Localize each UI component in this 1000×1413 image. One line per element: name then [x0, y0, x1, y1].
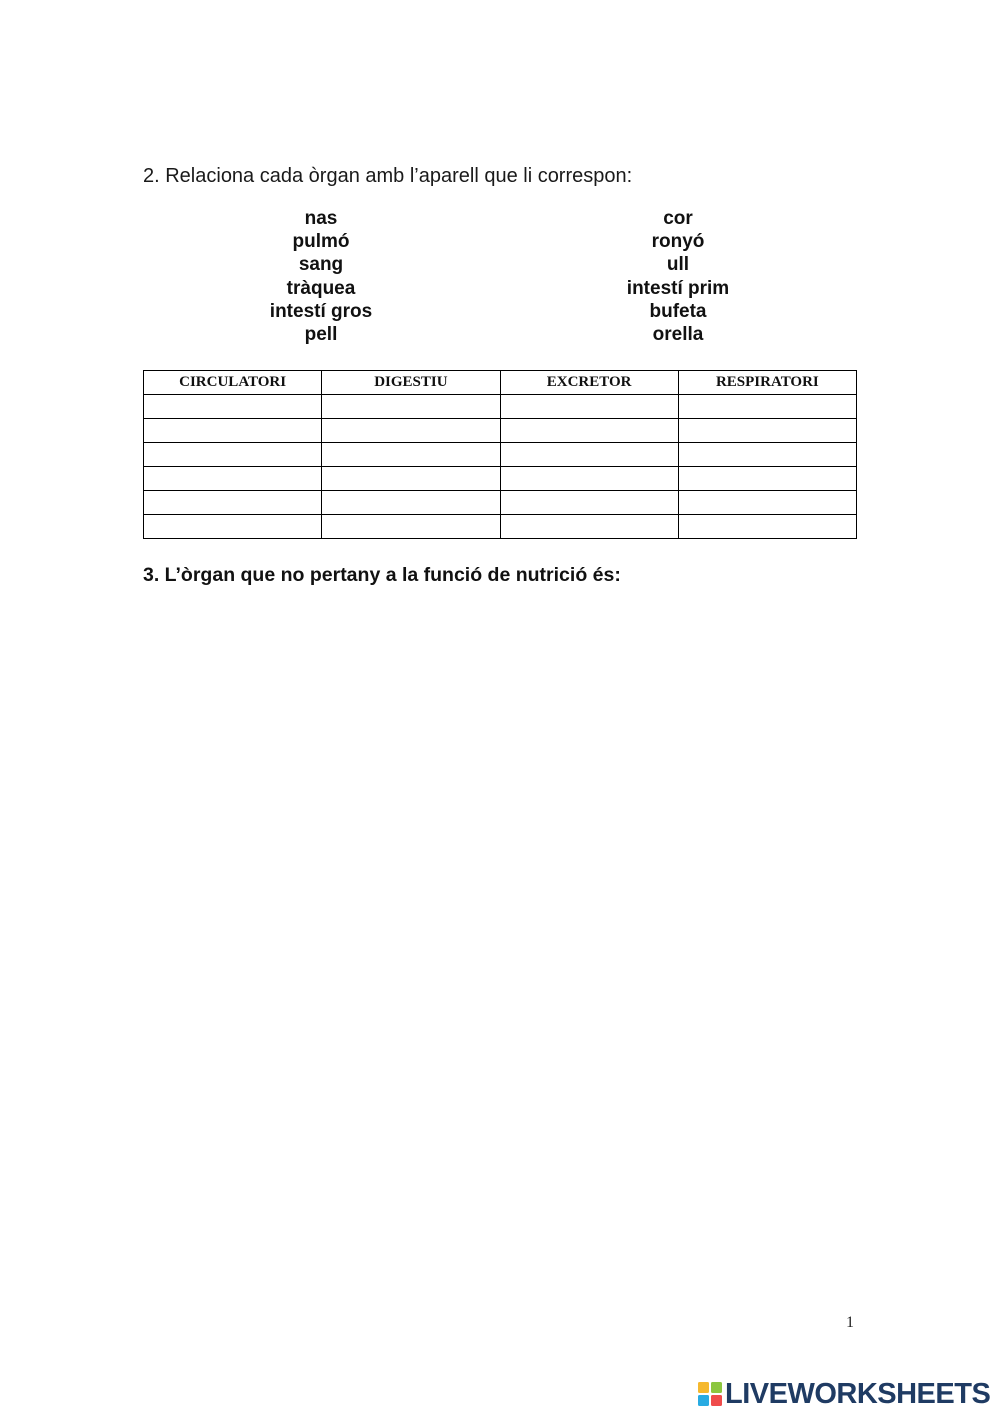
word-item: pulmó [292, 231, 350, 253]
word-item: cor [663, 208, 693, 229]
question-2-title: 2. Relaciona cada òrgan amb l’aparell que li correspon: [143, 165, 633, 187]
answer-cell[interactable] [322, 443, 500, 467]
table-row [144, 467, 857, 491]
answer-cell[interactable] [144, 515, 322, 539]
right-word-list [548, 207, 808, 346]
table-row [144, 419, 857, 443]
answer-cell[interactable] [322, 419, 500, 443]
word-item: pell [304, 324, 338, 346]
answer-cell[interactable] [500, 467, 678, 491]
table-row [144, 491, 857, 515]
answer-cell[interactable] [144, 467, 322, 491]
word-item: intestí gros [269, 300, 373, 322]
word-item: nas [304, 208, 338, 229]
answer-cell[interactable] [322, 515, 500, 539]
answer-cell[interactable] [144, 419, 322, 443]
table-header-row [144, 371, 857, 395]
table-row [144, 395, 857, 419]
answer-cell[interactable] [500, 443, 678, 467]
answer-cell[interactable] [144, 443, 322, 467]
page-number: 1 [846, 1314, 854, 1331]
header-respiratori: RESPIRATORI [678, 371, 856, 395]
word-item: tràquea [286, 277, 356, 299]
answer-cell[interactable] [144, 491, 322, 515]
word-item: sang [298, 254, 344, 276]
answer-cell[interactable] [678, 395, 856, 419]
table-row [144, 515, 857, 539]
word-item: bufeta [649, 300, 707, 322]
header-excretor: EXCRETOR [500, 371, 678, 395]
liveworksheets-logo-icon [697, 1381, 723, 1407]
table-body [144, 395, 857, 539]
answer-cell[interactable] [322, 467, 500, 491]
answer-cell[interactable] [678, 419, 856, 443]
answer-cell[interactable] [678, 467, 856, 491]
answer-cell[interactable] [678, 491, 856, 515]
answer-cell[interactable] [678, 515, 856, 539]
left-word-list [191, 207, 451, 346]
answer-cell[interactable] [144, 395, 322, 419]
table-row [144, 443, 857, 467]
answer-cell[interactable] [322, 491, 500, 515]
brand-text: LIVEWORKSHEETS [725, 1377, 991, 1410]
word-item: orella [652, 324, 704, 346]
organ-classification-table [143, 370, 857, 539]
answer-cell[interactable] [500, 515, 678, 539]
question-3-title: 3. L’òrgan que no pertany a la funció de nutrició és: [143, 564, 621, 586]
header-digestiu: DIGESTIU [322, 371, 500, 395]
answer-cell[interactable] [500, 419, 678, 443]
liveworksheets-brand [697, 1378, 990, 1410]
word-item: ronyó [651, 231, 705, 253]
answer-cell[interactable] [500, 395, 678, 419]
word-item: intestí prim [626, 277, 730, 299]
answer-cell[interactable] [500, 491, 678, 515]
header-circulatori: CIRCULATORI [144, 371, 322, 395]
answer-cell[interactable] [678, 443, 856, 467]
answer-cell[interactable] [322, 395, 500, 419]
word-item: ull [666, 254, 690, 276]
